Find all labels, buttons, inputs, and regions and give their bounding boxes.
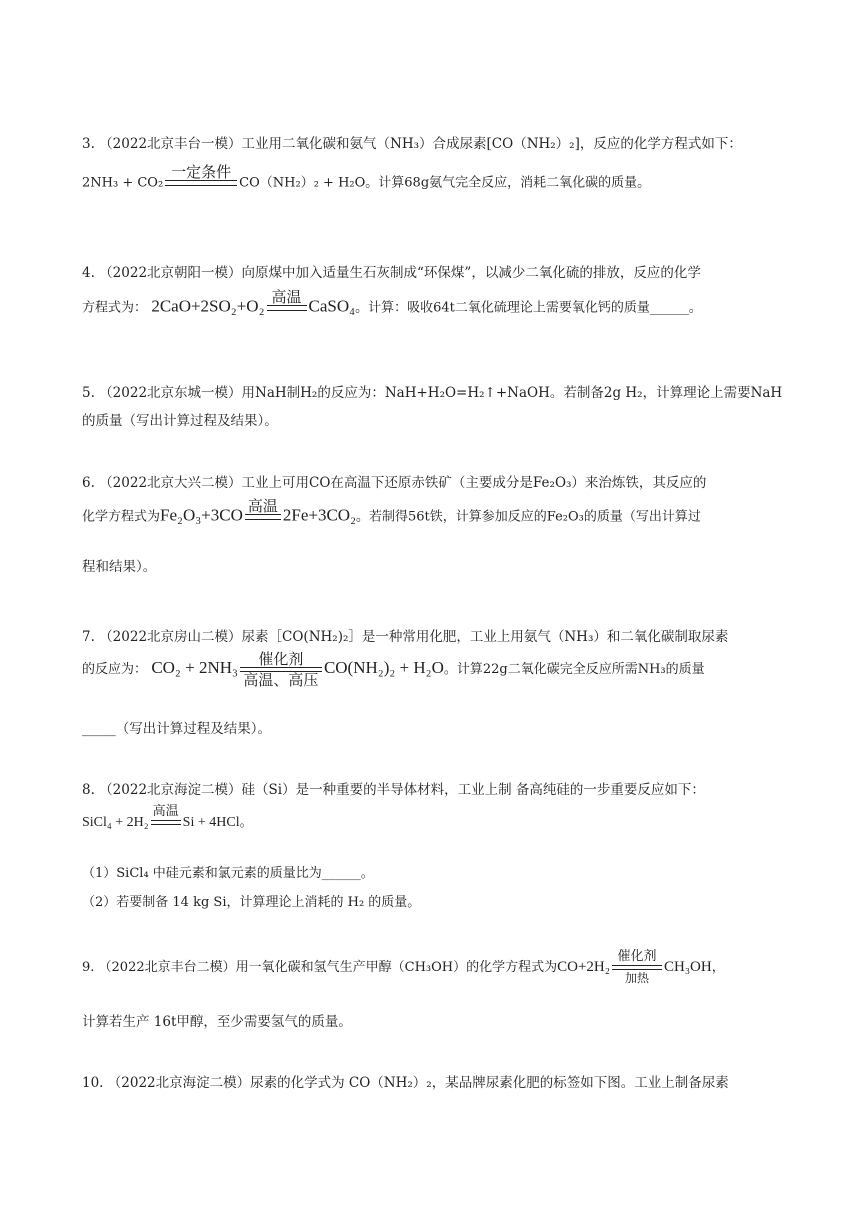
q9-line1: 9. （2022北京丰台二模）用一氧化碳和氢气生产甲醇（CH₃OH）的化学方程式为 bbox=[82, 960, 558, 975]
q8-line1: 8. （2022北京海淀二模）硅（Si）是一种重要的半导体材料，工业上制 备高纯硅的一步重要反应如下： bbox=[82, 782, 705, 798]
q4-prefix: 方程式为： bbox=[82, 300, 148, 316]
q3-line1: 3. （2022北京丰台一模）工业用二氧化碳和氨气（NH₃）合成尿素[CO（NH₂）₂]，反应的化学方程式如下： bbox=[82, 136, 742, 152]
q7-line1: 7. （2022北京房山二模）尿素［CO(NH₂)₂］是一种常用化肥，工业上用氨气（NH₃）和二氧化碳制取尿素 bbox=[82, 629, 729, 645]
q4-equation bbox=[82, 290, 702, 326]
q9-line2: 计算若生产 16t甲醇，至少需要氢气的质量。 bbox=[82, 1014, 352, 1030]
q9-condition: 催化剂 加热 bbox=[612, 950, 662, 985]
q6-condition: 高温 bbox=[245, 499, 281, 535]
q8-sub1: （1）SiCl₄ 中硅元素和氯元素的质量比为______。 bbox=[82, 866, 374, 881]
q8-sub2: （2）若要制备 14 kg Si，计算理论上消耗的 H₂ 的质量。 bbox=[82, 895, 421, 910]
q7-equation bbox=[82, 652, 705, 687]
q6-lhs: Fe₂O₃+3CO bbox=[160, 505, 243, 525]
q7-rhs: CO(NH₂)₂ + H₂O bbox=[323, 658, 444, 677]
q8-condition: 高温 bbox=[151, 805, 181, 840]
q9-line1-row bbox=[82, 950, 725, 985]
q9-lhs: CO+2H₂ bbox=[557, 959, 610, 975]
q6-line1: 6. （2022北京大兴二模）工业上可用CO在高温下还原赤铁矿（主要成分是Fe₂O₃）来治炼铁，其反应的 bbox=[82, 475, 707, 491]
q8-suffix: 。 bbox=[239, 815, 253, 830]
q4-condition: 高温 bbox=[267, 290, 307, 326]
q3-lhs: 2NH₃ + CO₂ bbox=[82, 175, 164, 191]
q4-rhs: CaSO₄ bbox=[308, 296, 356, 316]
q9-suffix: ， bbox=[711, 960, 725, 975]
q7-lhs: CO₂ + 2NH₃ bbox=[151, 658, 238, 677]
q9-rhs: CH₃OH bbox=[663, 959, 712, 975]
q6-prefix: 化学方程式为 bbox=[82, 509, 161, 525]
q7-line3: _____（写出计算过程及结果）。 bbox=[82, 721, 271, 737]
q7-prefix: 的反应为： bbox=[82, 662, 148, 677]
q6-rhs: 2Fe+3CO₂ bbox=[282, 505, 356, 525]
q6-equation bbox=[82, 499, 701, 535]
q4-suffix: 。计算：吸收64t二氧化硫理论上需要氧化钙的质量______。 bbox=[355, 300, 702, 316]
q5-line1: 5. （2022北京东城一模）用NaH制H₂的反应为：NaH+H₂O=H₂↑+NaOH。若制备2g H₂，计算理论上需要NaH bbox=[82, 385, 783, 401]
q8-equation bbox=[82, 805, 253, 840]
q5-line2: 的质量（写出计算过程及结果）。 bbox=[82, 413, 278, 429]
q4-line1: 4. （2022北京朝阳一模）向原煤中加入适量生石灰制成“环保煤”，以减少二氧化硫的排放，反应的化学 bbox=[82, 265, 701, 281]
q7-condition: 催化剂 高温、高压 bbox=[240, 652, 322, 687]
q3-rhs: CO（NH₂）₂ + H₂O。计算68g氨气完全反应，消耗二氧化碳的质量。 bbox=[239, 175, 651, 191]
q3-condition: 一定条件 bbox=[165, 165, 237, 201]
q6-suffix: 。若制得56t铁，计算参加反应的Fe₂O₃的质量（写出计算过 bbox=[356, 509, 701, 525]
q8-rhs: Si + 4HCl bbox=[182, 815, 240, 830]
q8-lhs: SiCl₄ + 2H₂ bbox=[82, 815, 149, 830]
q3-equation bbox=[82, 165, 650, 201]
q7-suffix: 。计算22g二氧化碳完全反应所需NH₃的质量 bbox=[443, 662, 705, 677]
q4-lhs: 2CaO+2SO₂+O₂ bbox=[151, 296, 265, 316]
q10-line1: 10. （2022北京海淀二模）尿素的化学式为 CO（NH₂）₂，某品牌尿素化肥的标签如下图。工业上制备尿素 bbox=[82, 1075, 729, 1091]
q6-line3: 程和结果）。 bbox=[82, 559, 157, 575]
